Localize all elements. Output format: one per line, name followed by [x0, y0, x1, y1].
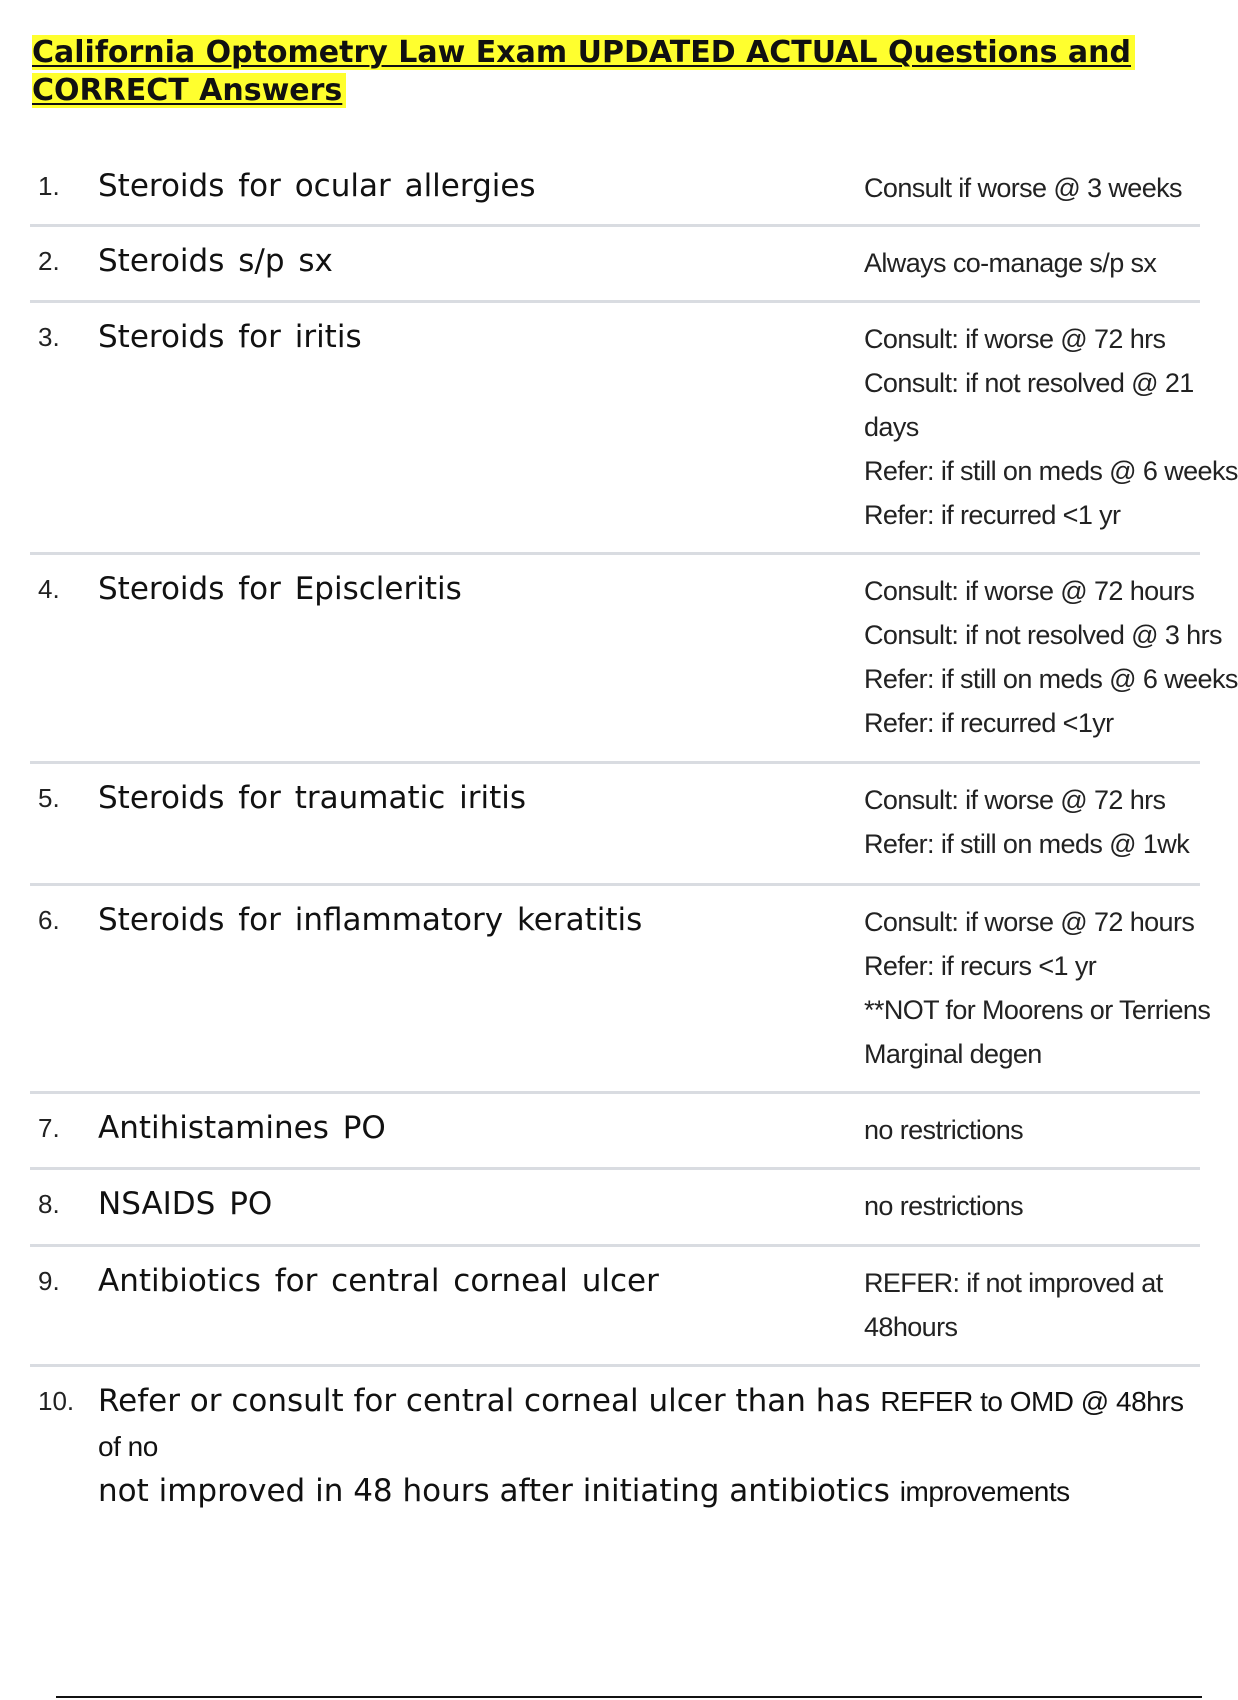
answer-line: Consult: if worse @ 72 hours	[864, 907, 1195, 937]
answer-line: **NOT for Moorens or Terriens	[864, 995, 1211, 1025]
answer-line: Always co-manage s/p sx	[864, 248, 1157, 278]
footer-divider	[56, 1696, 1202, 1698]
answer-text	[864, 241, 1200, 285]
question-text: Steroids for Episcleritis	[98, 571, 462, 607]
answer-text	[864, 778, 1200, 866]
question-text: Refer or consult for central corneal ulcer than has	[98, 1383, 871, 1419]
answer-line: REFER: if not improved at	[864, 1268, 1163, 1298]
item-number: 5.	[38, 783, 60, 813]
qa-list	[30, 152, 1238, 1509]
answer-text	[864, 1184, 1200, 1228]
item-number: 2.	[38, 246, 60, 276]
answer-line: no restrictions	[864, 1115, 1024, 1145]
item-number: 7.	[38, 1113, 60, 1143]
item-number: 4.	[38, 574, 60, 604]
answer-line: Refer: if recurs <1 yr	[864, 951, 1097, 981]
question-text: Steroids for inflammatory keratitis	[98, 902, 643, 938]
item-number: 6.	[38, 905, 60, 935]
qa-row	[30, 1367, 1200, 1509]
question-text: not improved in 48 hours after initiating antibiotics	[98, 1473, 890, 1509]
question-text: Antibiotics for central corneal ulcer	[98, 1263, 659, 1299]
answer-text	[864, 569, 1238, 745]
answer-line: Consult: if worse @ 72 hrs	[864, 785, 1166, 815]
item-number: 9.	[38, 1266, 60, 1296]
document-title	[32, 34, 1182, 110]
question-text: Steroids for traumatic iritis	[98, 780, 527, 816]
answer-line: Consult: if worse @ 72 hours	[864, 576, 1195, 606]
question-text: Steroids for ocular allergies	[98, 168, 536, 204]
item-number: 1.	[38, 171, 60, 201]
answer-text: improvements	[899, 1476, 1070, 1507]
answer-line: Marginal degen	[864, 1039, 1042, 1069]
qa-row	[30, 1247, 1200, 1367]
qa-row	[30, 764, 1200, 886]
qa-row	[30, 1170, 1200, 1247]
qa-row	[30, 1094, 1200, 1170]
answer-text: REFER to OMD @ 48hrs of no	[98, 1386, 1184, 1462]
answer-line: Consult if worse @ 3 weeks	[864, 173, 1182, 203]
item-number: 8.	[38, 1189, 60, 1219]
text-line-1	[98, 1379, 1198, 1469]
answer-text	[864, 1261, 1200, 1349]
question-text: Steroids for iritis	[98, 319, 362, 355]
qa-row	[30, 886, 1211, 1094]
answer-line: 48hours	[864, 1312, 958, 1342]
answer-text	[864, 166, 1200, 210]
qa-row	[30, 555, 1238, 764]
answer-line: Refer: if recurred <1 yr	[864, 500, 1121, 530]
answer-line: Refer: if still on meds @ 6 weeks	[864, 456, 1238, 486]
item-number: 3.	[38, 322, 60, 352]
answer-line: Refer: if still on meds @ 1wk	[864, 829, 1190, 859]
answer-line: Consult: if not resolved @ 21	[864, 368, 1194, 398]
question-answer-text	[98, 1379, 1198, 1514]
qa-row	[30, 152, 1200, 227]
item-number: 10.	[38, 1386, 75, 1416]
qa-row	[30, 227, 1200, 303]
answer-line: no restrictions	[864, 1191, 1024, 1221]
question-text: Steroids s/p sx	[98, 243, 333, 279]
answer-line: Consult: if not resolved @ 3 hrs	[864, 620, 1222, 650]
answer-line: Refer: if still on meds @ 6 weeks	[864, 664, 1238, 694]
question-text: Antihistamines PO	[98, 1110, 386, 1146]
question-text: NSAIDS PO	[98, 1186, 273, 1222]
answer-line: Consult: if worse @ 72 hrs	[864, 324, 1166, 354]
document-title-text: California Optometry Law Exam UPDATED ACTUAL Questions and CORRECT Answers	[32, 35, 1135, 108]
answer-line: days	[864, 412, 919, 442]
answer-text	[864, 317, 1238, 537]
answer-line: Refer: if recurred <1yr	[864, 708, 1114, 738]
text-line-2	[98, 1469, 1198, 1514]
qa-row	[30, 303, 1238, 555]
answer-text	[864, 900, 1211, 1076]
answer-text	[864, 1108, 1200, 1152]
